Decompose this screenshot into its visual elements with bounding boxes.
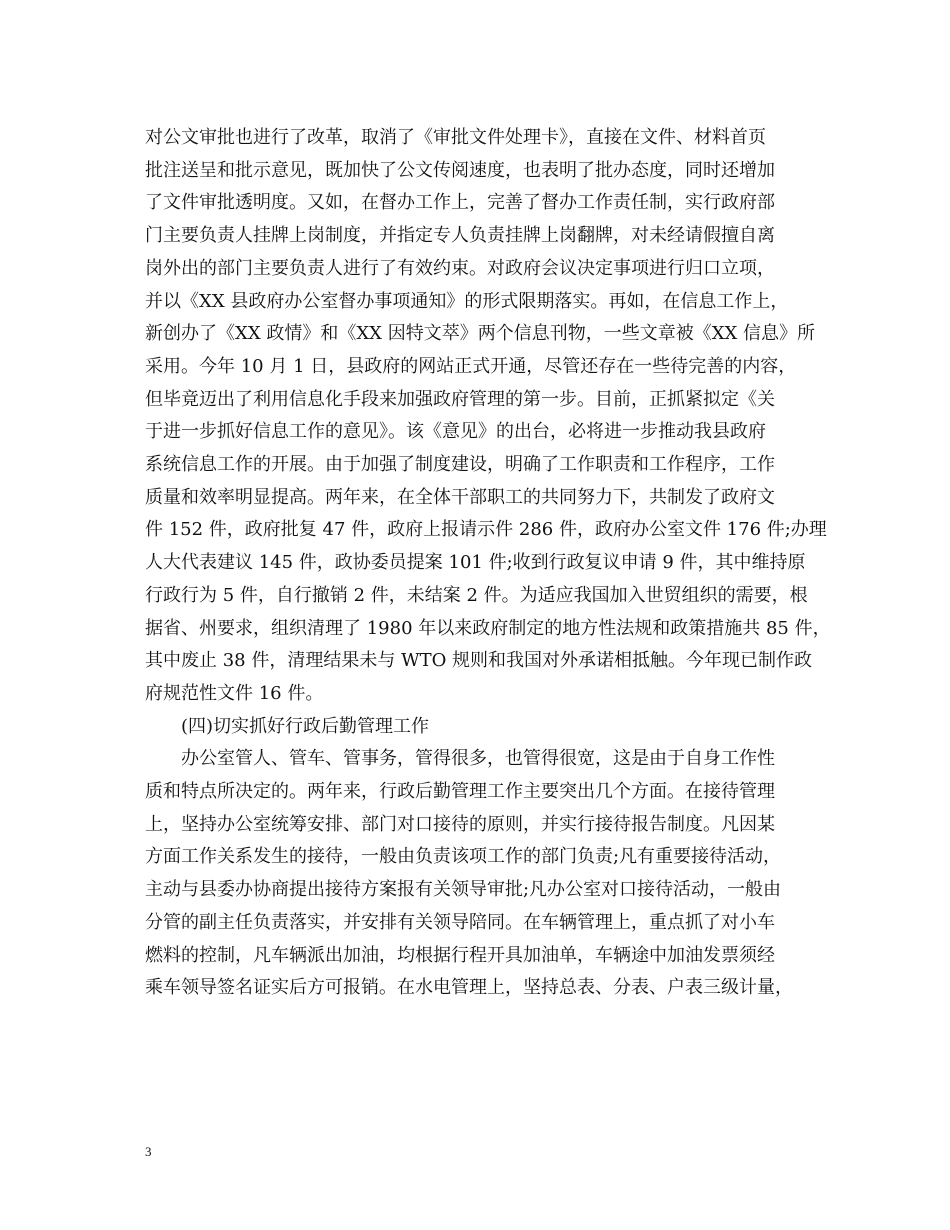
text-line: 人大代表建议 145 件，政协委员提案 101 件;收到行政复议申请 9 件，其中维持原 xyxy=(145,552,806,574)
text-line: 但毕竟迈出了利用信息化手段来加强政府管理的第一步。目前，正抓紧拟定《关 xyxy=(145,388,775,410)
text-line: 方面工作关系发生的接待，一般由负责该项工作的部门负责;凡有重要接待活动， xyxy=(145,846,782,868)
text-line: 于进一步抓好信息工作的意见》。该《意见》的出台，必将进一步推动我县政府 xyxy=(145,421,766,443)
text-line: 据省、州要求，组织清理了 1980 年以来政府制定的地方性法规和政策措施共 85 件， xyxy=(145,617,831,639)
text-line: 岗外出的部门主要负责人进行了有效约束。对政府会议决定事项进行归口立项， xyxy=(145,257,775,279)
paragraph-first-line: 办公室管人、管车、管事务，管得很多，也管得很宽，这是由于自身工作性 xyxy=(181,748,775,770)
text-line: 批注送呈和批示意见，既加快了公文传阅速度，也表明了批办态度，同时还增加 xyxy=(145,159,775,181)
text-line: 府规范性文件 16 件。 xyxy=(145,682,324,704)
text-line: 上，坚持办公室统筹安排、部门对口接待的原则，并实行接待报告制度。凡因某 xyxy=(145,813,775,835)
text-line: 质和特点所决定的。两年来，行政后勤管理工作主要突出几个方面。在接待管理 xyxy=(145,781,775,802)
section-heading: (四)切实抓好行政后勤管理工作 xyxy=(181,715,430,737)
text-line: 分管的副主任负责落实，并安排有关领导陪同。在车辆管理上，重点抓了对小车 xyxy=(145,911,775,933)
text-line: 了文件审批透明度。又如，在督办工作上，完善了督办工作责任制，实行政府部 xyxy=(145,192,775,214)
page-number: 3 xyxy=(145,1144,152,1159)
text-line: 系统信息工作的开展。由于加强了制度建设，明确了工作职责和工作程序，工作 xyxy=(145,454,775,475)
text-line: 燃料的控制，凡车辆派出加油，均根据行程开具加油单，车辆途中加油发票须经 xyxy=(145,944,775,966)
text-line: 其中废止 38 件，清理结果未与 WTO 规则和我国对外承诺相抵触。今年现已制作政 xyxy=(145,650,813,672)
text-line: 并以《XX 县政府办公室督办事项通知》的形式限期落实。再如，在信息工作上， xyxy=(145,290,789,312)
text-line: 件 152 件，政府批复 47 件，政府上报请示件 286 件，政府办公室文件 176 件;办理 xyxy=(145,519,827,541)
text-line: 主动与县委办协商提出接待方案报有关领导审批;凡办公室对口接待活动，一般由 xyxy=(145,879,782,901)
text-line: 质量和效率明显提高。两年来，在全体干部职工的共同努力下，共制发了政府文 xyxy=(145,486,775,508)
text-line: 新创办了《XX 政情》和《XX 因特文萃》两个信息刊物，一些文章被《XX 信息》所 xyxy=(145,323,816,345)
text-line: 采用。今年 10 月 1 日，县政府的网站正式开通，尽管还存在一些待完善的内容， xyxy=(145,355,797,377)
text-line: 对公文审批也进行了改革，取消了《审批文件处理卡》，直接在文件、材料首页 xyxy=(145,127,766,148)
text-line: 行政行为 5 件，自行撤销 2 件，未结案 2 件。为适应我国加入世贸组织的需要，根 xyxy=(145,584,808,606)
text-line: 门主要负责人挂牌上岗制度，并指定专人负责挂牌上岗翻牌，对未经请假擅自离 xyxy=(145,225,775,247)
text-line: 乘车领导签名证实后方可报销。在水电管理上，坚持总表、分表、户表三级计量， xyxy=(145,977,793,999)
